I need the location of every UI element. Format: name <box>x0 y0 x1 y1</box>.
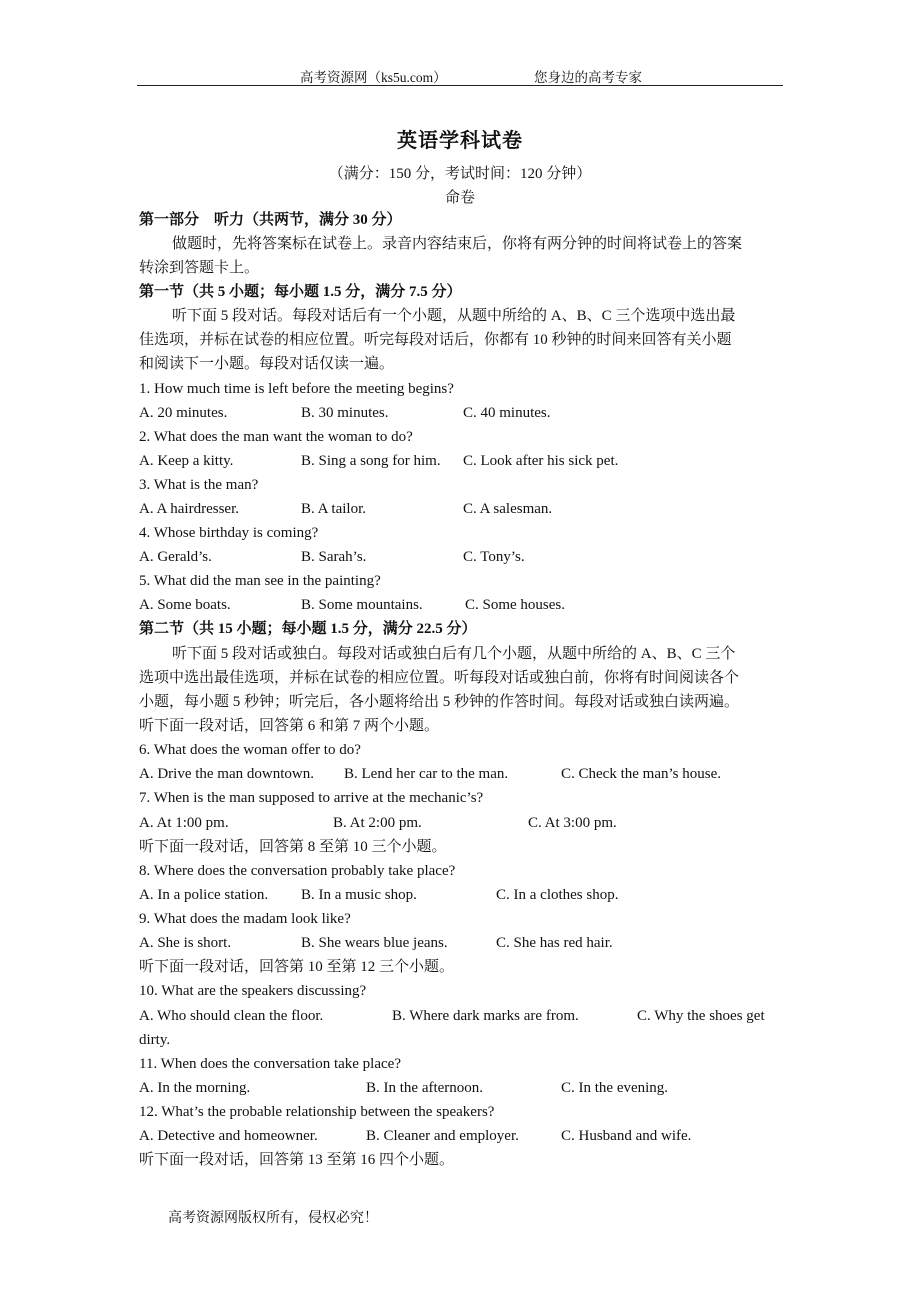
q6-option-b: B. Lend her car to the man. <box>344 766 509 782</box>
q11-option-a: A. In the morning. <box>139 1080 251 1096</box>
q9-option-a: A. She is short. <box>139 935 232 951</box>
question-2: 2. What does the man want the woman to do? <box>139 429 413 445</box>
q10-option-b: B. Where dark marks are from. <box>392 1008 579 1024</box>
q8-option-b: B. In a music shop. <box>301 887 417 903</box>
lead-in-10: 听下面一段对话，回答第 10 至第 12 三个小题。 <box>139 959 455 975</box>
question-6: 6. What does the woman offer to do? <box>139 742 361 758</box>
q4-option-b: B. Sarah’s. <box>301 549 367 565</box>
q12-option-c: C. Husband and wife. <box>561 1128 692 1144</box>
question-4: 4. Whose birthday is coming? <box>139 525 319 541</box>
section1-heading: 第一节（共 5 小题；每小题 1.5 分，满分 7.5 分） <box>139 284 462 300</box>
q9-option-c: C. She has red hair. <box>496 935 613 951</box>
q10-option-c: C. Why the shoes get <box>637 1008 765 1024</box>
section1-instr-line: 和阅读下一小题。每段对话仅读一遍。 <box>139 356 395 372</box>
q11-option-c: C. In the evening. <box>561 1080 669 1096</box>
q2-option-b: B. Sing a song for him. <box>301 453 441 469</box>
q1-option-b: B. 30 minutes. <box>301 405 389 421</box>
question-12: 12. What’s the probable relationship between the speakers? <box>139 1104 495 1120</box>
q5-option-c: C. Some houses. <box>465 597 566 613</box>
q12-option-a: A. Detective and homeowner. <box>139 1128 318 1144</box>
q1-option-c: C. 40 minutes. <box>463 405 551 421</box>
section2-instr-line: 选项中选出最佳选项，并标在试卷的相应位置。听每段对话或独白前，你将有时间阅读各个 <box>139 670 740 686</box>
q4-option-c: C. Tony’s. <box>463 549 525 565</box>
part1-heading: 第一部分 听力（共两节，满分 30 分） <box>139 212 402 228</box>
page-footer: 高考资源网版权所有，侵权必究！ <box>168 1211 378 1226</box>
q2-option-a: A. Keep a kitty. <box>139 453 234 469</box>
question-9: 9. What does the madam look like? <box>139 911 351 927</box>
header-slogan: 您身边的高考专家 <box>534 70 642 85</box>
q6-option-a: A. Drive the man downtown. <box>139 766 314 782</box>
question-11: 11. When does the conversation take place? <box>139 1056 401 1072</box>
question-1: 1. How much time is left before the meeting begins? <box>139 381 454 397</box>
q8-option-a: A. In a police station. <box>139 887 269 903</box>
section2-heading: 第二节（共 15 小题；每小题 1.5 分，满分 22.5 分） <box>139 621 477 637</box>
question-5: 5. What did the man see in the painting? <box>139 573 381 589</box>
q6-option-c: C. Check the man’s house. <box>561 766 721 782</box>
q7-option-b: B. At 2:00 pm. <box>333 815 422 831</box>
question-3: 3. What is the man? <box>139 477 259 493</box>
q4-option-a: A. Gerald’s. <box>139 549 212 565</box>
q2-option-c: C. Look after his sick pet. <box>463 453 619 469</box>
page-header <box>137 66 783 86</box>
q9-option-b: B. She wears blue jeans. <box>301 935 448 951</box>
q1-option-a: A. 20 minutes. <box>139 405 228 421</box>
header-site: 高考资源网（ks5u.com） <box>300 70 447 85</box>
q7-option-c: C. At 3:00 pm. <box>528 815 617 831</box>
q3-option-b: B. A tailor. <box>301 501 367 517</box>
section2-instr-line: 听下面 5 段对话或独白。每段对话或独白后有几个小题，从题中所给的 A、B、C 三个 <box>172 646 736 662</box>
section1-instr-line: 佳选项，并标在试卷的相应位置。听完每段对话后，你都有 10 秒钟的时间来回答有关小题 <box>139 332 732 348</box>
q8-option-c: C. In a clothes shop. <box>496 887 619 903</box>
lead-in-8: 听下面一段对话，回答第 8 至第 10 三个小题。 <box>139 839 447 855</box>
lead-in-6: 听下面一段对话，回答第 6 和第 7 两个小题。 <box>139 718 440 734</box>
q7-option-a: A. At 1:00 pm. <box>139 815 229 831</box>
q3-option-c: C. A salesman. <box>463 501 553 517</box>
exam-subtitle: （满分：150 分，考试时间：120 分钟） <box>328 166 592 182</box>
lead-in-13: 听下面一段对话，回答第 13 至第 16 四个小题。 <box>139 1152 455 1168</box>
q5-option-a: A. Some boats. <box>139 597 231 613</box>
q3-option-a: A. A hairdresser. <box>139 501 239 517</box>
section2-instr-line: 小题，每小题 5 秒钟；听完后，各小题将给出 5 秒钟的作答时间。每段对话或独白读两遍。 <box>139 694 740 710</box>
exam-title: 英语学科试卷 <box>397 130 523 152</box>
exam-subtitle-2: 命卷 <box>444 190 475 206</box>
question-10: 10. What are the speakers discussing? <box>139 983 367 999</box>
question-8: 8. Where does the conversation probably take place? <box>139 863 456 879</box>
q12-option-b: B. Cleaner and employer. <box>366 1128 519 1144</box>
q11-option-b: B. In the afternoon. <box>366 1080 484 1096</box>
q5-option-b: B. Some mountains. <box>301 597 423 613</box>
part1-instr-line: 转涂到答题卡上。 <box>139 260 260 276</box>
header-divider <box>137 85 783 86</box>
q10-option-c-continued: dirty. <box>139 1032 171 1048</box>
section1-instr-line: 听下面 5 段对话。每段对话后有一个小题，从题中所给的 A、B、C 三个选项中选出最 <box>172 308 736 324</box>
question-7: 7. When is the man supposed to arrive at the mechanic’s? <box>139 790 484 806</box>
part1-instr-line: 做题时，先将答案标在试卷上。录音内容结束后，你将有两分钟的时间将试卷上的答案 <box>172 236 743 252</box>
q10-option-a: A. Who should clean the floor. <box>139 1008 324 1024</box>
